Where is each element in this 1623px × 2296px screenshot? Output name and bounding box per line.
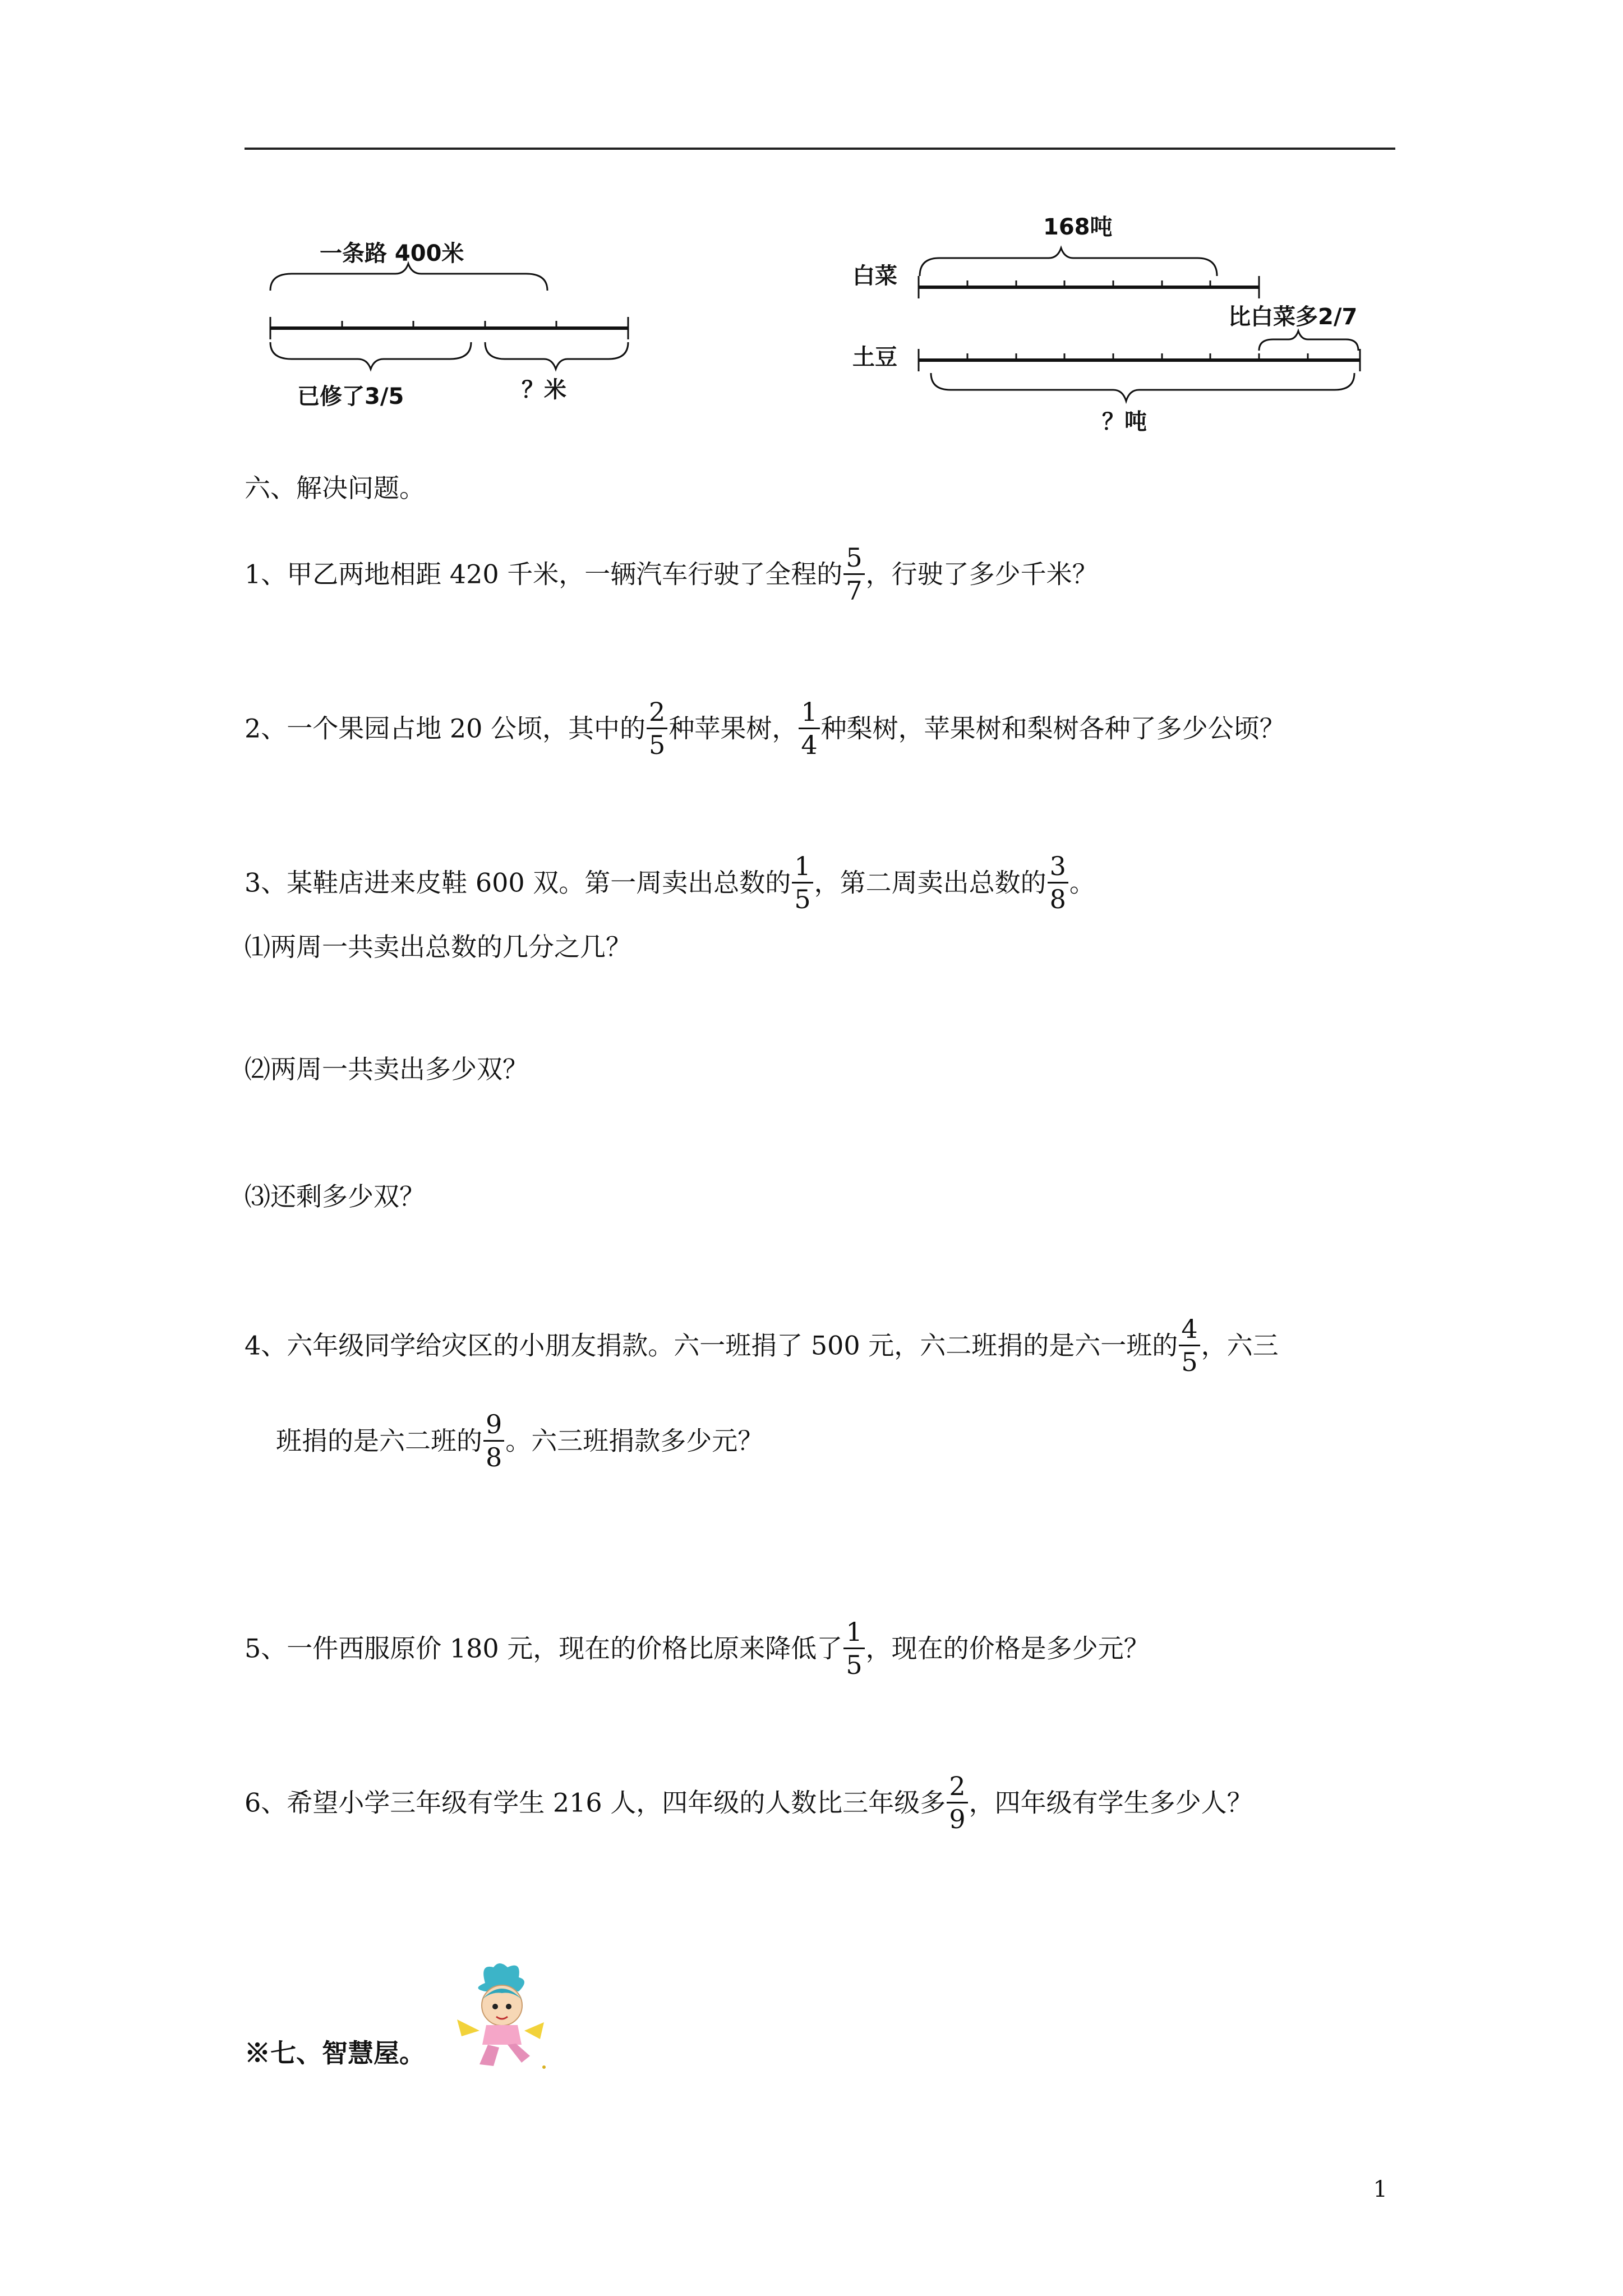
question-4-line-1: 4、六年级同学给灾区的小朋友捐款。六一班捐了 500 元，六二班捐的是六一班的 $\frac{4}{5}$ ，六三 [245, 1314, 1279, 1377]
question-1: 1、甲乙两地相距 420 千米，一辆汽车行驶了全程的 $\frac{5}{7}$ ，行驶了多少千米？ [245, 542, 1098, 606]
fraction: $\frac{1}{4}$ [799, 696, 819, 761]
question-3-sub-1: ⑴两周一共卖出总数的几分之几？ [245, 932, 631, 962]
road-rest-label: ？米 [522, 377, 566, 403]
road-top-brace [270, 264, 547, 291]
cabbage-top-brace [920, 248, 1217, 276]
question-2: 2、一个果园占地 20 公顷，其中的 $\frac{2}{5}$ 种苹果树， $\frac{1}{4}$ 种梨树，苹果树和梨树各种了多少公顷？ [245, 697, 1285, 760]
road-done-label: 已修了3/5 [297, 384, 404, 409]
potato-total-label: ？吨 [1102, 409, 1147, 435]
question-3-sub-2: ⑵两周一共卖出多少双？ [245, 1054, 528, 1084]
fraction: $\frac{2}{9}$ [947, 1770, 967, 1835]
vegetable-diagram [841, 202, 1380, 438]
question-3: 3、某鞋店进来皮鞋 600 双。第一周卖出总数的 $\frac{1}{5}$ ，第二周卖出总数的 $\frac{3}{8}$ 。 [245, 851, 1095, 914]
fraction: $\frac{9}{8}$ [483, 1409, 504, 1473]
cartoon-girl-icon [446, 1961, 552, 2073]
fraction: $\frac{3}{8}$ [1048, 850, 1068, 915]
road-total-label: 一条路 400米 [320, 241, 464, 266]
potato-label: 土豆 [852, 344, 897, 370]
potato-extra-label: 比白菜多2/7 [1228, 304, 1358, 330]
fraction: $\frac{2}{5}$ [647, 696, 667, 761]
road-rest-brace [485, 342, 628, 369]
road-done-brace [270, 342, 471, 369]
potato-extra-brace [1259, 331, 1358, 351]
question-3-sub-3: ⑶还剩多少双？ [245, 1181, 425, 1212]
fraction: $\frac{4}{5}$ [1179, 1313, 1200, 1378]
fraction: $\frac{1}{5}$ [792, 850, 813, 915]
cabbage-label: 白菜 [852, 263, 897, 289]
section6-heading: 六、解决问题。 [245, 473, 425, 503]
road-diagram [258, 224, 651, 426]
question-4-line-2: 班捐的是六二班的 $\frac{9}{8}$ 。六三班捐款多少元？ [276, 1409, 764, 1473]
header-rule [245, 148, 1395, 150]
fraction: $\frac{5}{7}$ [843, 542, 864, 606]
cabbage-total-label: 168吨 [1043, 214, 1113, 240]
potato-total-brace [931, 373, 1354, 401]
question-5: 5、一件西服原价 180 元，现在的价格比原来降低了 $\frac{1}{5}$ ，现在的价格是多少元？ [245, 1617, 1150, 1680]
question-6: 6、希望小学三年级有学生 216 人，四年级的人数比三年级多 $\frac{2}{9}$ ，四年级有学生多少人？ [245, 1771, 1253, 1834]
section7-heading: ※七、智慧屋。 [245, 2038, 425, 2068]
fraction: $\frac{1}{5}$ [843, 1616, 864, 1681]
page-number: 1 [1373, 2177, 1387, 2202]
